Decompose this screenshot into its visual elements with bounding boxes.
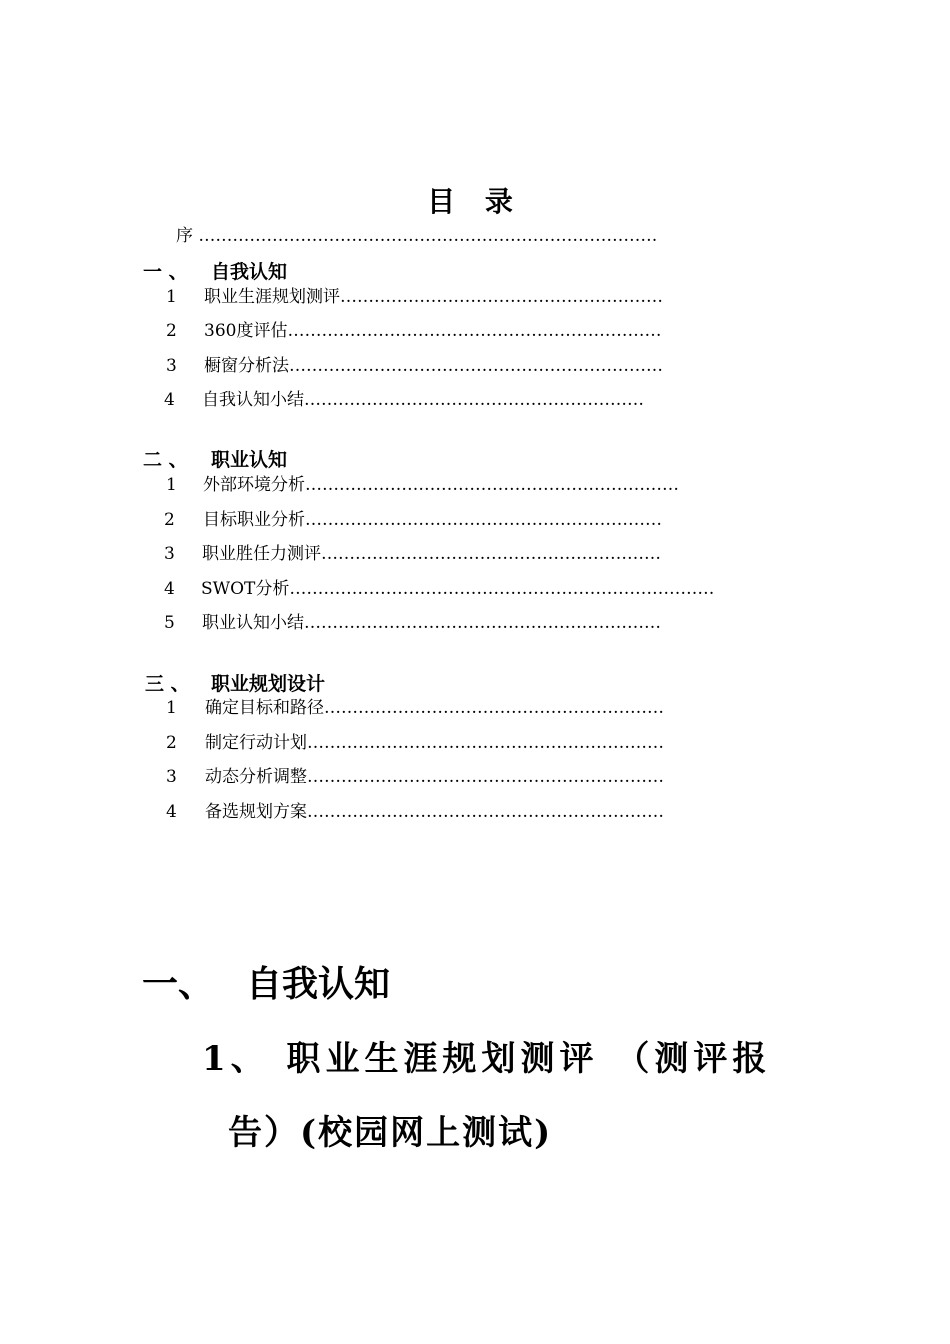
toc-section-3-ordinal: 三 、 xyxy=(145,673,190,695)
toc-item-number: 4 xyxy=(166,802,177,822)
toc-item-2-5[interactable] xyxy=(164,611,661,635)
toc-item-2-3[interactable] xyxy=(164,542,661,566)
toc-item-text: 动态分析调整……………………………………………………… xyxy=(205,767,664,787)
section-heading-line2: 告）(校园网上测试) xyxy=(228,1113,553,1153)
toc-preface[interactable]: 序 ……………………………………………………………………… xyxy=(176,226,658,246)
toc-item-text: 备选规划方案……………………………………………………… xyxy=(205,802,664,822)
toc-item-number: 2 xyxy=(166,733,177,753)
toc-item-number: 4 xyxy=(164,390,175,410)
toc-item-text: 确定目标和路径…………………………………………………… xyxy=(205,698,664,718)
toc-section-1-title: 自我认知 xyxy=(211,261,288,283)
toc-item-number: 1 xyxy=(166,475,177,495)
toc-item-text: 外部环境分析………………………………………………………… xyxy=(203,475,679,495)
toc-item-number: 4 xyxy=(164,579,175,599)
toc-item-number: 2 xyxy=(166,321,177,341)
toc-item-2-1[interactable] xyxy=(166,473,679,497)
toc-section-2[interactable] xyxy=(143,447,287,473)
section-heading-line1: 1、 职业生涯规划测评 （测评报 xyxy=(202,1039,772,1079)
chapter-heading-ordinal: 一、 xyxy=(142,963,215,1005)
chapter-heading-text: 自我认知 xyxy=(246,963,391,1005)
toc-item-1-3[interactable] xyxy=(166,354,663,378)
toc-item-1-1[interactable] xyxy=(166,285,663,309)
toc-item-text: 职业生涯规划测评………………………………………………… xyxy=(204,287,663,307)
section-heading xyxy=(202,1022,822,1170)
toc-item-3-3[interactable] xyxy=(166,765,664,789)
toc-item-number: 3 xyxy=(166,767,177,787)
toc-item-text: 制定行动计划……………………………………………………… xyxy=(205,733,664,753)
toc-item-number: 1 xyxy=(166,698,177,718)
toc-item-number: 1 xyxy=(166,287,177,307)
toc-item-3-4[interactable] xyxy=(166,800,664,824)
toc-section-3-title: 职业规划设计 xyxy=(211,673,326,695)
toc-item-number: 2 xyxy=(164,510,175,530)
toc-title: 目 录 xyxy=(427,185,523,218)
toc-item-text: 橱窗分析法………………………………………………………… xyxy=(204,356,663,376)
toc-item-1-4[interactable] xyxy=(164,388,644,412)
toc-item-1-2[interactable] xyxy=(166,319,661,343)
toc-item-number: 3 xyxy=(166,356,177,376)
chapter-heading xyxy=(142,960,390,1008)
toc-section-3[interactable] xyxy=(145,671,325,697)
toc-item-text: 360度评估………………………………………………………… xyxy=(204,321,662,341)
toc-item-text: 职业认知小结……………………………………………………… xyxy=(202,613,661,633)
toc-item-number: 5 xyxy=(164,613,175,633)
toc-item-3-2[interactable] xyxy=(166,731,664,755)
toc-item-2-2[interactable] xyxy=(164,508,662,532)
toc-item-text: 目标职业分析……………………………………………………… xyxy=(203,510,662,530)
toc-section-1[interactable] xyxy=(143,259,287,285)
toc-section-2-title: 职业认知 xyxy=(211,449,288,471)
toc-section-2-ordinal: 二 、 xyxy=(143,449,188,471)
toc-item-text: SWOT分析………………………………………………………………… xyxy=(201,579,715,599)
toc-item-2-4[interactable] xyxy=(164,577,714,601)
toc-item-number: 3 xyxy=(164,544,175,564)
toc-section-1-ordinal: 一 、 xyxy=(143,261,188,283)
toc-item-3-1[interactable] xyxy=(166,696,664,720)
toc-item-text: 职业胜任力测评…………………………………………………… xyxy=(202,544,661,564)
toc-item-text: 自我认知小结…………………………………………………… xyxy=(202,390,644,410)
